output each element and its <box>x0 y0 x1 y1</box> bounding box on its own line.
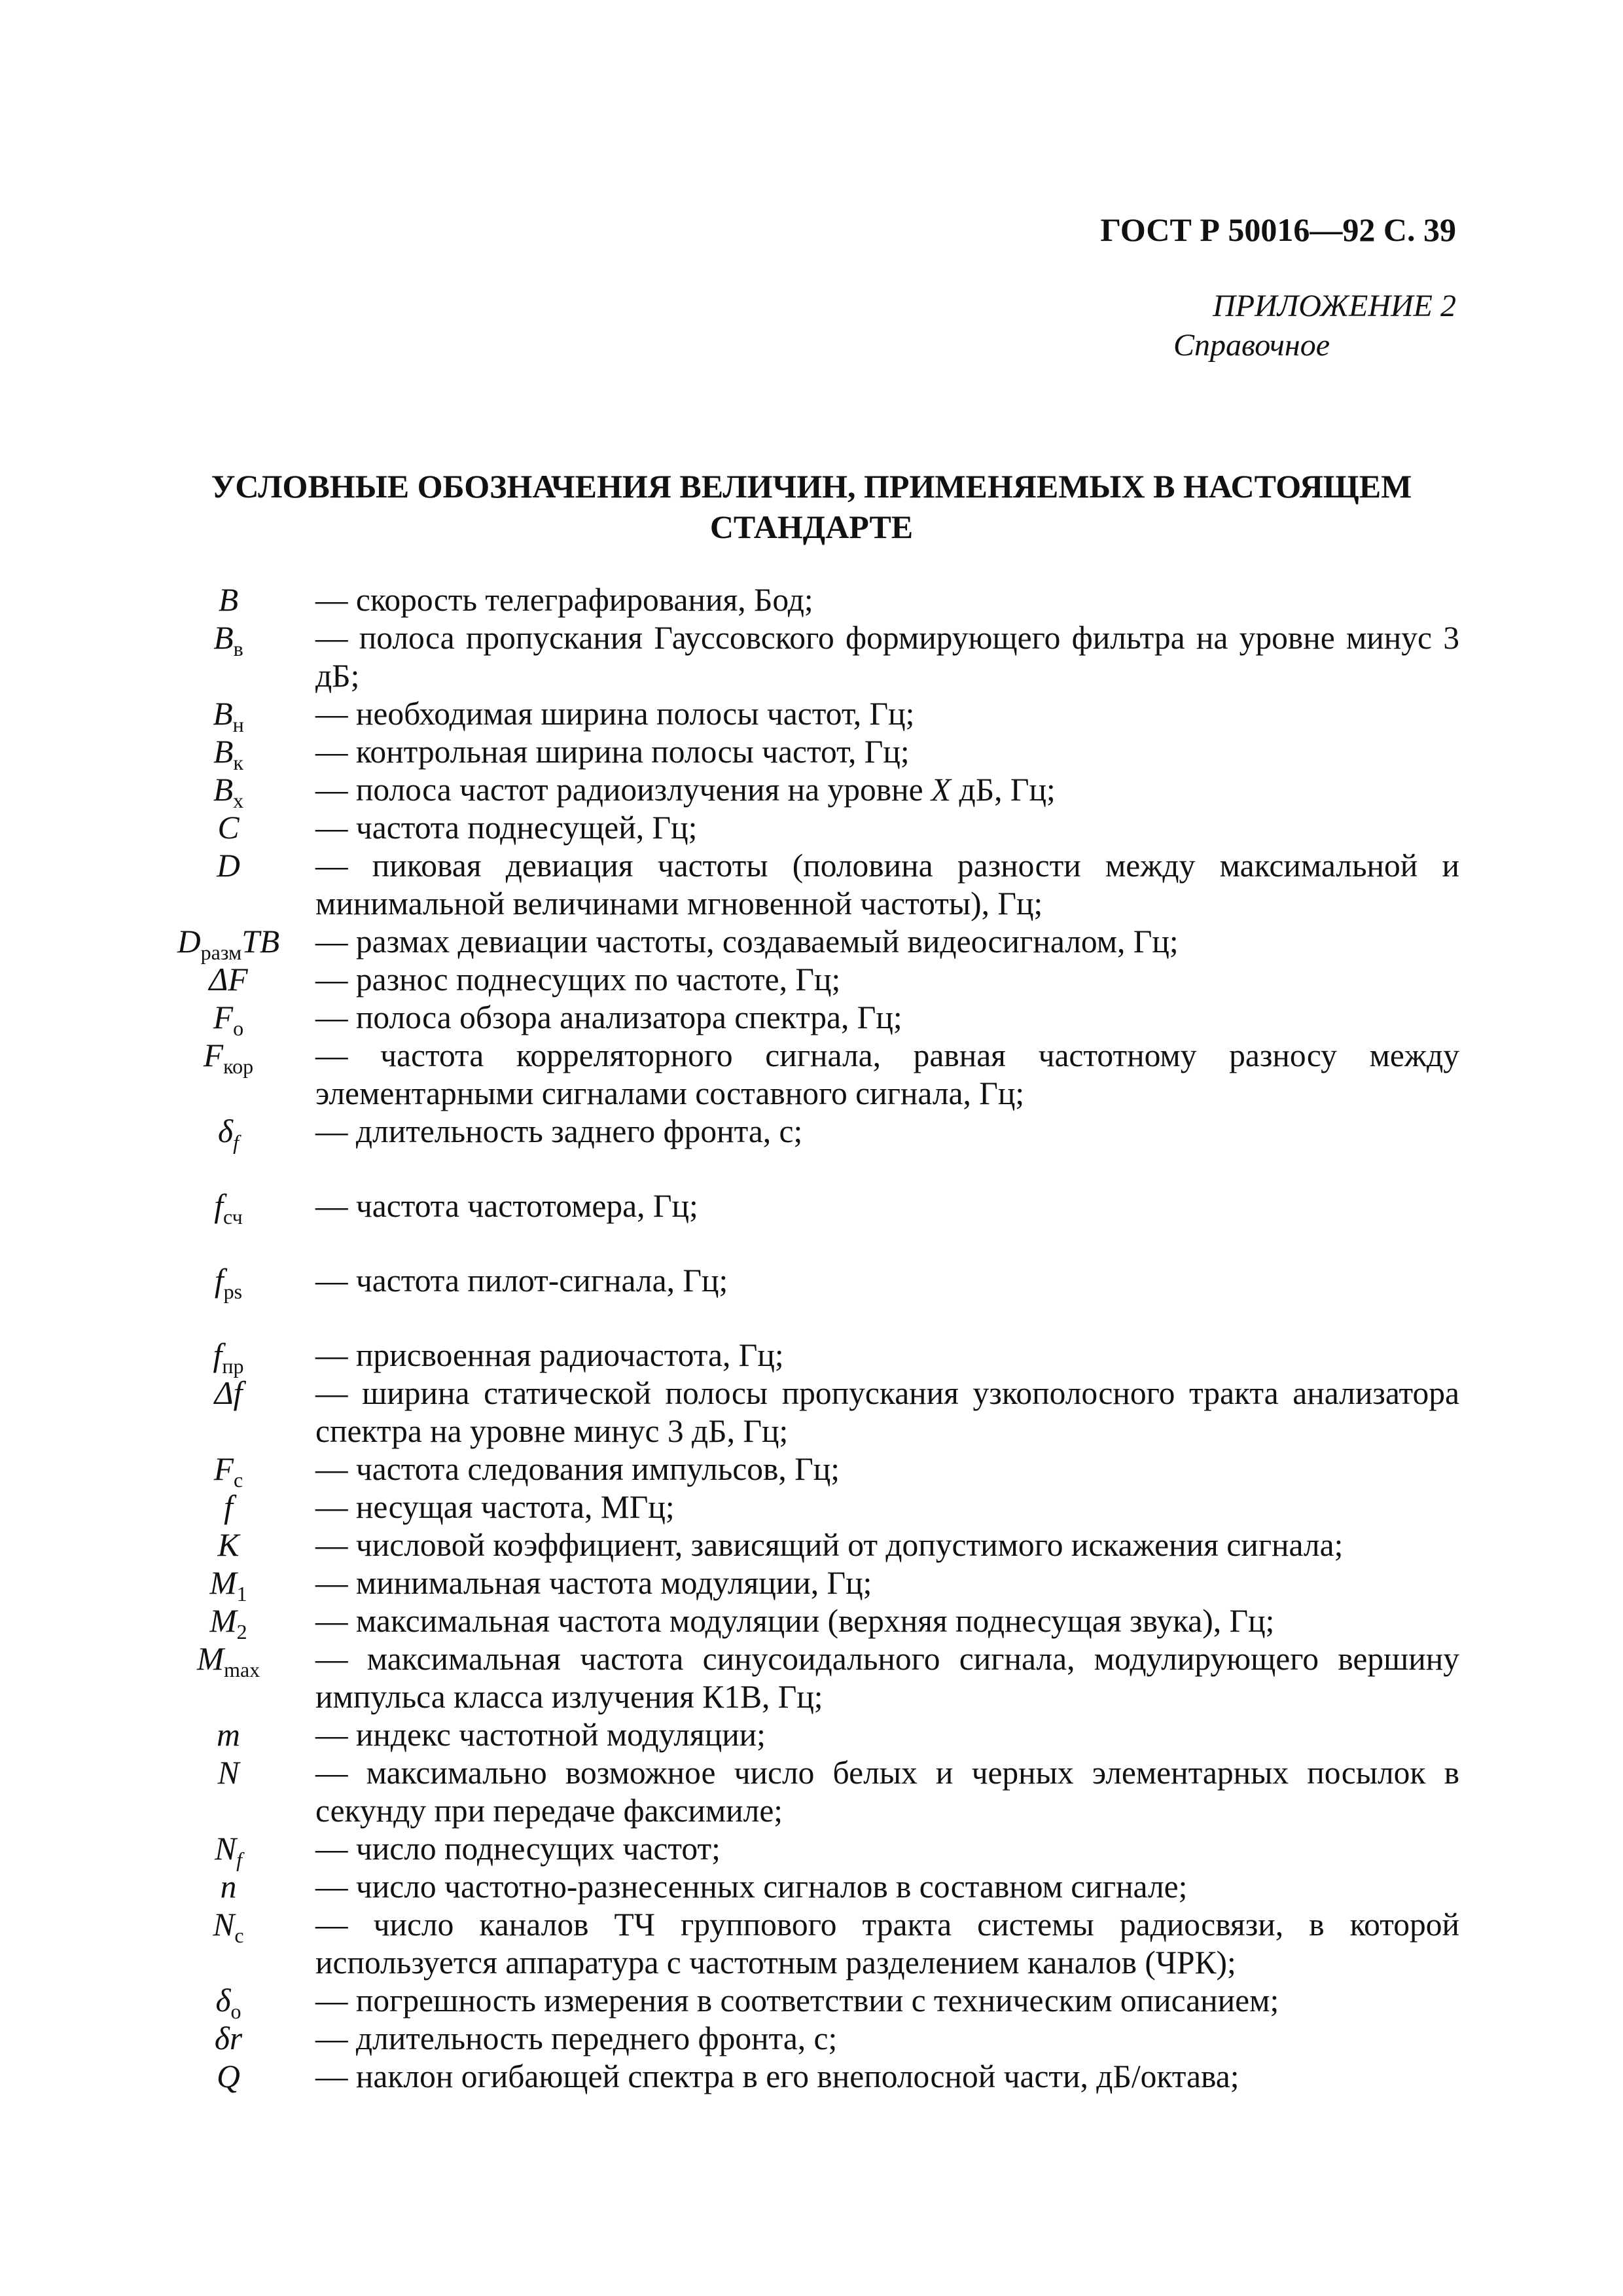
symbol-subscript: в <box>233 637 243 661</box>
symbol-row <box>151 961 1459 999</box>
section-title: УСЛОВНЫЕ ОБОЗНАЧЕНИЯ ВЕЛИЧИН, ПРИМЕНЯЕМЫХ В НАСТОЯЩЕМ СТАНДАРТЕ <box>211 468 1412 545</box>
symbol <box>151 1868 306 1906</box>
symbol-subscript: ps <box>223 1280 243 1304</box>
symbol <box>151 809 306 847</box>
symbol-description: — частота пилот-сигнала, Гц; <box>315 1263 728 1299</box>
symbol-main: f <box>214 1188 224 1224</box>
symbol <box>151 2058 306 2096</box>
symbol-description: — ширина статической полосы пропускания узкополосного тракта анализатора спектра на уровне минус 3 дБ, Гц; <box>315 1375 1459 1449</box>
symbol <box>151 1526 306 1564</box>
symbol-subscript: к <box>233 751 243 775</box>
symbol-row <box>151 1262 1459 1304</box>
symbol-row <box>151 1374 1459 1450</box>
symbol-row <box>151 771 1459 813</box>
symbol-description <box>306 771 1459 809</box>
symbol-description: — присвоенная радиочастота, Гц; <box>315 1337 784 1373</box>
symbol-row <box>151 1450 1459 1492</box>
symbol <box>151 1488 306 1526</box>
symbol-row <box>151 1037 1459 1113</box>
symbol-description: — пиковая девиация частоты (половина разности между максимальной и минимальной величинами мгновенной частоты), Гц; <box>315 848 1459 922</box>
symbol <box>151 1906 306 1948</box>
symbol-description: — необходимая ширина полосы частот, Гц; <box>315 696 915 732</box>
symbol-description: — разнос поднесущих по частоте, Гц; <box>315 961 841 997</box>
symbol-row <box>151 1488 1459 1526</box>
symbol-main: δ <box>218 1113 234 1149</box>
symbol-main: F <box>203 1037 224 1073</box>
symbol <box>151 1982 306 2024</box>
symbol-row <box>151 581 1459 619</box>
symbol-main: B <box>218 582 239 618</box>
appendix-label: ПРИЛОЖЕНИЕ 2 <box>1213 289 1456 323</box>
symbol-row <box>151 2020 1459 2058</box>
symbol <box>151 999 306 1041</box>
symbol-main: Δf <box>214 1375 243 1411</box>
symbol-row <box>151 1526 1459 1564</box>
symbol-subscript: о <box>233 1016 244 1041</box>
symbol-description: — наклон огибающей спектра в его внеполосной части, дБ/октава; <box>315 2058 1240 2094</box>
symbol-main: δr <box>214 2020 243 2056</box>
symbol <box>151 619 306 661</box>
symbol-row <box>151 809 1459 847</box>
appendix-note: Справочное <box>1173 328 1330 363</box>
symbol <box>151 1336 306 1378</box>
symbol-main: m <box>217 1717 240 1753</box>
symbol <box>151 1564 306 1606</box>
symbol-description: — максимально возможное число белых и черных элементарных посылок в секунду при передаче факсимиле; <box>315 1755 1459 1829</box>
symbol-description: — число каналов ТЧ группового тракта системы радиосвязи, в которой используется аппаратура с частотным разделением каналов (ЧРК); <box>315 1907 1459 1981</box>
symbol-description: — длительность заднего фронта, с; <box>315 1113 803 1149</box>
symbol-main: M <box>196 1641 224 1677</box>
symbol-subscript: н <box>232 713 244 737</box>
symbol-description: — скорость телеграфирования, Бод; <box>315 582 813 618</box>
symbol-row <box>151 1906 1459 1982</box>
symbol-subscript: с <box>234 1468 243 1492</box>
symbol-description: — погрешность измерения в соответствии с техническим описанием; <box>315 1982 1279 2018</box>
symbol-main: f <box>224 1489 233 1525</box>
symbol-main: f <box>213 1337 223 1373</box>
symbol-main: D <box>217 848 240 884</box>
symbol-subscript: f <box>233 1130 239 1155</box>
symbol-row <box>151 2058 1459 2096</box>
symbol-main: N <box>215 1831 237 1867</box>
symbol-row <box>151 1868 1459 1906</box>
symbol-main: F <box>213 1451 234 1487</box>
symbol-subscript: х <box>233 789 244 813</box>
symbol-main: ΔF <box>209 961 248 997</box>
symbol-subscript: кор <box>223 1054 254 1079</box>
symbol-subscript: пр <box>222 1354 244 1378</box>
symbol-main: δ <box>215 1982 231 2018</box>
symbol-description: — частота следования импульсов, Гц; <box>315 1451 840 1487</box>
symbol-subscript: с <box>234 1924 244 1948</box>
symbol <box>151 1640 306 1682</box>
symbol-main: n <box>220 1869 237 1905</box>
symbol-description: — длительность переднего фронта, с; <box>315 2020 838 2056</box>
symbol-main: Q <box>217 2058 240 2094</box>
symbol <box>151 923 306 965</box>
symbol-description: — минимальная частота модуляции, Гц; <box>315 1565 872 1601</box>
symbol-subscript: о <box>230 2000 241 2024</box>
symbol-row <box>151 1187 1459 1229</box>
symbol-description: — максимальная частота модуляции (верхняя поднесущая звука), Гц; <box>315 1603 1275 1639</box>
symbol-description: — максимальная частота синусоидального сигнала, модулирующего вершину импульса класса излучения К1В, Гц; <box>315 1641 1459 1715</box>
symbol-description: — контрольная ширина полосы частот, Гц; <box>315 734 910 770</box>
symbol-subscript: разм <box>200 941 242 965</box>
symbol-main: N <box>217 1755 240 1791</box>
symbol <box>151 1187 306 1229</box>
symbol-subscript: 1 <box>236 1582 247 1606</box>
symbol <box>151 847 306 885</box>
symbol <box>151 1374 306 1412</box>
symbol-description: — полоса пропускания Гауссовского формирующего фильтра на уровне минус 3 дБ; <box>315 620 1459 694</box>
symbol-row <box>151 1754 1459 1830</box>
symbol-description: — числовой коэффициент, зависящий от допустимого искажения сигнала; <box>315 1527 1344 1563</box>
symbol-main: M <box>209 1565 237 1601</box>
symbol-main: M <box>209 1603 237 1639</box>
symbol-main: B <box>213 696 233 732</box>
symbol-row <box>151 733 1459 775</box>
symbol-row <box>151 1564 1459 1606</box>
description-variable: X <box>931 772 952 808</box>
symbol <box>151 1602 306 1644</box>
symbol-main: B <box>213 772 234 808</box>
symbol-description: — индекс частотной модуляции; <box>315 1717 766 1753</box>
symbol-main: D <box>177 924 201 960</box>
symbol <box>151 1037 306 1079</box>
symbol <box>151 1113 306 1155</box>
symbol-description: — число частотно-разнесенных сигналов в составном сигнале; <box>315 1869 1188 1905</box>
symbol-subscript: 2 <box>236 1620 247 1644</box>
symbol <box>151 771 306 813</box>
symbol-subscript: max <box>224 1658 260 1682</box>
symbol-main: B <box>213 734 234 770</box>
symbol-row <box>151 1602 1459 1644</box>
symbol-suffix: TB <box>241 924 280 960</box>
symbol-description: — частота корреляторного сигнала, равная частотному разносу между элементарными сигналами составного сигнала, Гц; <box>315 1037 1459 1111</box>
symbol-row <box>151 1830 1459 1872</box>
symbol-main: N <box>213 1907 235 1943</box>
symbol <box>151 1716 306 1754</box>
symbol-main: C <box>217 810 240 846</box>
symbol-row <box>151 1716 1459 1754</box>
symbol-description: — частота частотомера, Гц; <box>315 1188 698 1224</box>
symbol <box>151 1830 306 1872</box>
symbol-description: — размах девиации частоты, создаваемый видеосигналом, Гц; <box>315 924 1179 960</box>
symbol-row <box>151 695 1459 737</box>
symbol-description: — несущая частота, МГц; <box>315 1489 675 1525</box>
symbol-main: F <box>213 999 234 1035</box>
symbol <box>151 581 306 619</box>
page-header: ГОСТ Р 50016—92 С. 39 <box>1100 211 1456 248</box>
description-part: дБ, Гц; <box>951 772 1056 808</box>
symbol-row <box>151 847 1459 923</box>
symbol <box>151 733 306 775</box>
symbol <box>151 961 306 999</box>
symbol-description: — частота поднесущей, Гц; <box>315 810 698 846</box>
symbol <box>151 1754 306 1792</box>
symbol <box>151 2020 306 2058</box>
symbol-subscript: f <box>236 1848 242 1872</box>
symbol-description: — полоса обзора анализатора спектра, Гц; <box>315 999 902 1035</box>
symbol <box>151 1262 306 1304</box>
symbol-description: — число поднесущих частот; <box>315 1831 721 1867</box>
symbol-list <box>151 581 1459 2096</box>
description-part: — полоса частот радиоизлучения на уровне <box>315 772 931 808</box>
symbol-subscript: сч <box>223 1205 243 1229</box>
symbol-row <box>151 1982 1459 2024</box>
symbol-row <box>151 1113 1459 1155</box>
symbol-row <box>151 1336 1459 1378</box>
symbol-row <box>151 999 1459 1041</box>
symbol <box>151 1450 306 1492</box>
symbol-row <box>151 619 1459 695</box>
symbol-row <box>151 923 1459 965</box>
symbol-main: f <box>214 1263 224 1299</box>
symbol-main: K <box>217 1527 240 1563</box>
symbol-main: B <box>213 620 234 656</box>
symbol <box>151 695 306 737</box>
symbol-row <box>151 1640 1459 1716</box>
